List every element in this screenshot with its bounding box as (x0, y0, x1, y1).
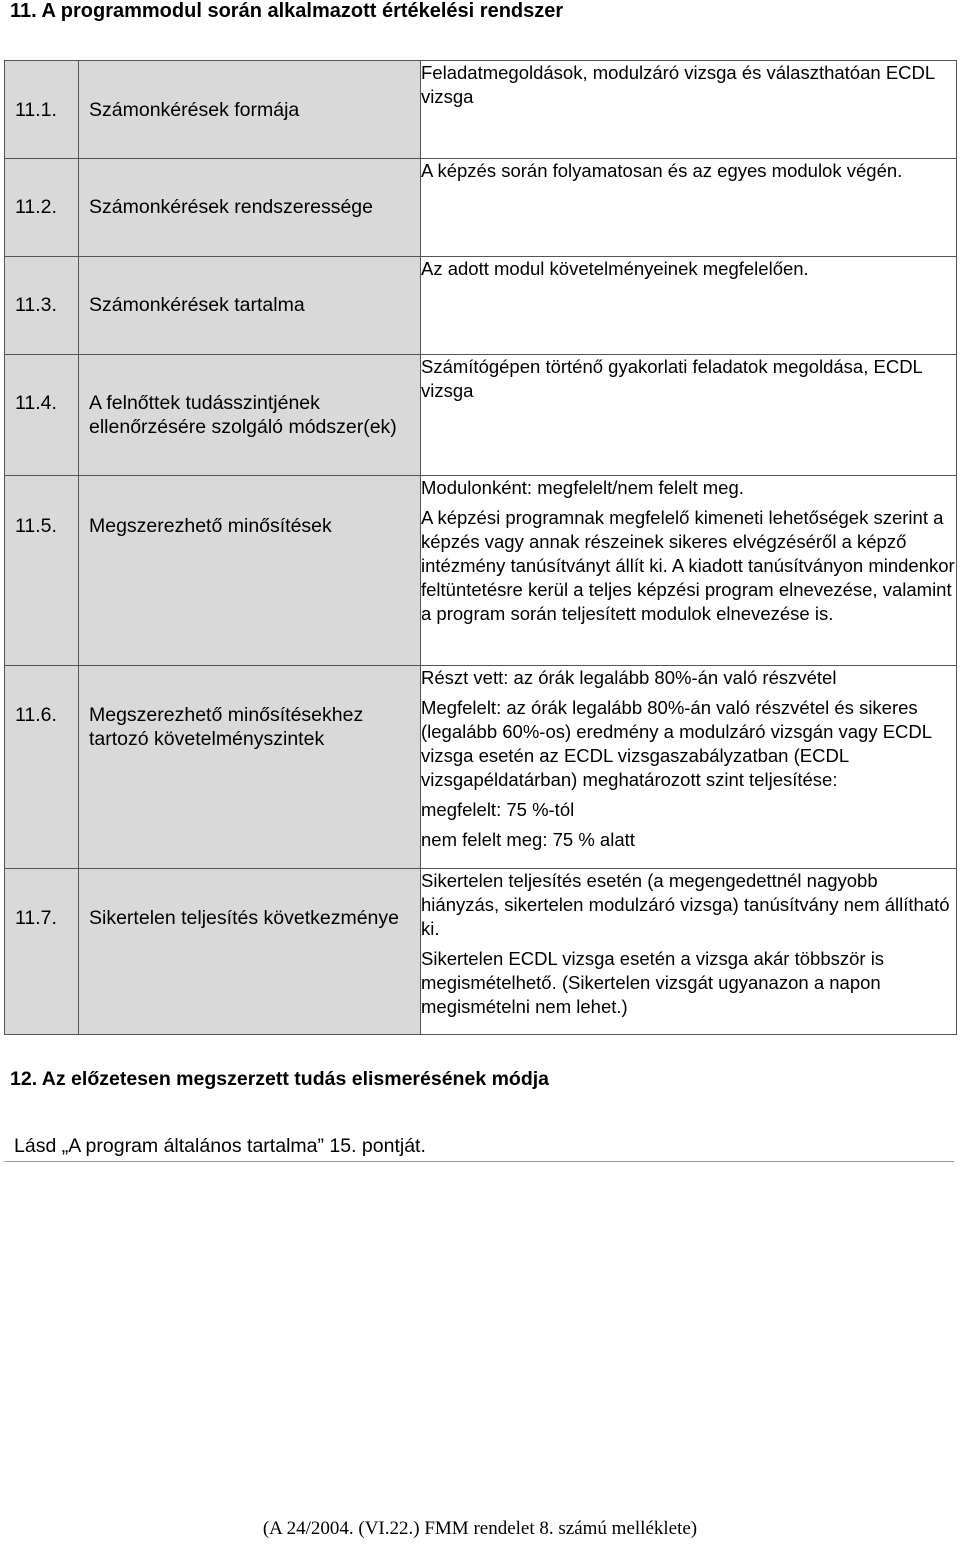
table-row (5, 355, 957, 476)
row-content-text: Részt vett: az órák legalább 80%-án való részvétel (421, 667, 837, 688)
row-content-cell (421, 666, 957, 869)
row-content-text: Sikertelen ECDL vizsga esetén a vizsga akár többször is megismételhető. (Sikertelen vizsgát ugyanazon a napon megismételni nem lehet.) (421, 948, 885, 1017)
table-row (5, 61, 957, 159)
row-label: Megszerezhető minősítésekhez tartozó követelményszintek (89, 704, 364, 750)
section-12-text: Lásd „A program általános tartalma” 15. pontját. (14, 1135, 426, 1157)
row-number-cell (5, 869, 79, 1035)
row-content-cell (421, 476, 957, 666)
row-number: 11.5. (15, 515, 57, 537)
row-content-text: Feladatmegoldások, modulzáró vizsga és választhatóan ECDL vizsga (421, 62, 935, 107)
row-content-text: A képzés során folyamatosan és az egyes modulok végén. (421, 160, 903, 181)
row-number-cell (5, 666, 79, 869)
row-number-cell (5, 159, 79, 257)
section-12-heading: 12. Az előzetesen megszerzett tudás elismerésének módja (10, 1068, 550, 1090)
table-row (5, 257, 957, 355)
row-number: 11.3. (15, 294, 57, 316)
row-number: 11.2. (15, 196, 57, 218)
row-label-cell (79, 159, 421, 257)
row-number: 11.1. (15, 99, 57, 121)
row-content-text: Modulonként: megfelelt/nem felelt meg. (421, 477, 744, 498)
row-content-cell (421, 869, 957, 1035)
row-number-cell (5, 61, 79, 159)
row-label: Számonkérések rendszeressége (89, 196, 373, 218)
row-number: 11.7. (15, 907, 57, 929)
evaluation-table (4, 60, 957, 1035)
row-label-cell (79, 476, 421, 666)
row-number-cell (5, 476, 79, 666)
row-number-cell (5, 355, 79, 476)
row-label-cell (79, 257, 421, 355)
row-content-text: megfelelt: 75 %-tól (421, 799, 575, 820)
row-label-cell (79, 869, 421, 1035)
divider (4, 1161, 954, 1162)
row-label: Megszerezhető minősítések (89, 515, 332, 537)
row-label-cell (79, 355, 421, 476)
row-number: 11.6. (15, 704, 57, 726)
page-footer: (A 24/2004. (VI.22.) FMM rendelet 8. számú melléklete) (262, 1518, 698, 1539)
row-number: 11.4. (15, 392, 57, 414)
section-11-heading: 11. A programmodul során alkalmazott értékelési rendszer (10, 0, 564, 22)
row-content-text: Az adott modul követelményeinek megfelelően. (421, 258, 809, 279)
row-content-text: Sikertelen teljesítés esetén (a megengedettnél nagyobb hiányzás, sikertelen modulzáró vizsga) tanúsítvány nem állítható ki. (421, 870, 950, 939)
row-content-text: A képzési programnak megfelelő kimeneti lehetőségek szerint a képzés vagy annak részeinek sikeres elvégzéséről a képző intézmény tanúsítványt állít ki. A kiadott tanúsítványon mindenkor feltüntetésre kerül a teljes képzési program elnevezése, valamint a program során teljesített modulok elnevezése is. (421, 507, 955, 624)
row-label: Számonkérések tartalma (89, 294, 305, 316)
row-content-text: Számítógépen történő gyakorlati feladatok megoldása, ECDL vizsga (421, 356, 923, 401)
row-content-cell (421, 61, 957, 159)
row-label: Számonkérések formája (89, 99, 300, 121)
row-content-cell (421, 257, 957, 355)
table-row (5, 869, 957, 1035)
row-label: Sikertelen teljesítés következménye (89, 907, 399, 929)
row-label-cell (79, 666, 421, 869)
row-content-text: Megfelelt: az órák legalább 80%-án való részvétel és sikeres (legalább 60%-os) eredmény a modulzáró vizsgán vagy ECDL vizsga esetén az ECDL vizsgaszabályzatban (ECDL vizsgapéldatárban) meghatározott szint teljesítése: (421, 697, 932, 790)
table-row (5, 666, 957, 869)
row-content-cell (421, 159, 957, 257)
row-label-cell (79, 61, 421, 159)
row-label: A felnőttek tudásszintjének ellenőrzésére szolgáló módszer(ek) (89, 392, 397, 438)
row-number-cell (5, 257, 79, 355)
row-content-text: nem felelt meg: 75 % alatt (421, 829, 635, 850)
table-row (5, 159, 957, 257)
table-row (5, 476, 957, 666)
row-content-cell (421, 355, 957, 476)
